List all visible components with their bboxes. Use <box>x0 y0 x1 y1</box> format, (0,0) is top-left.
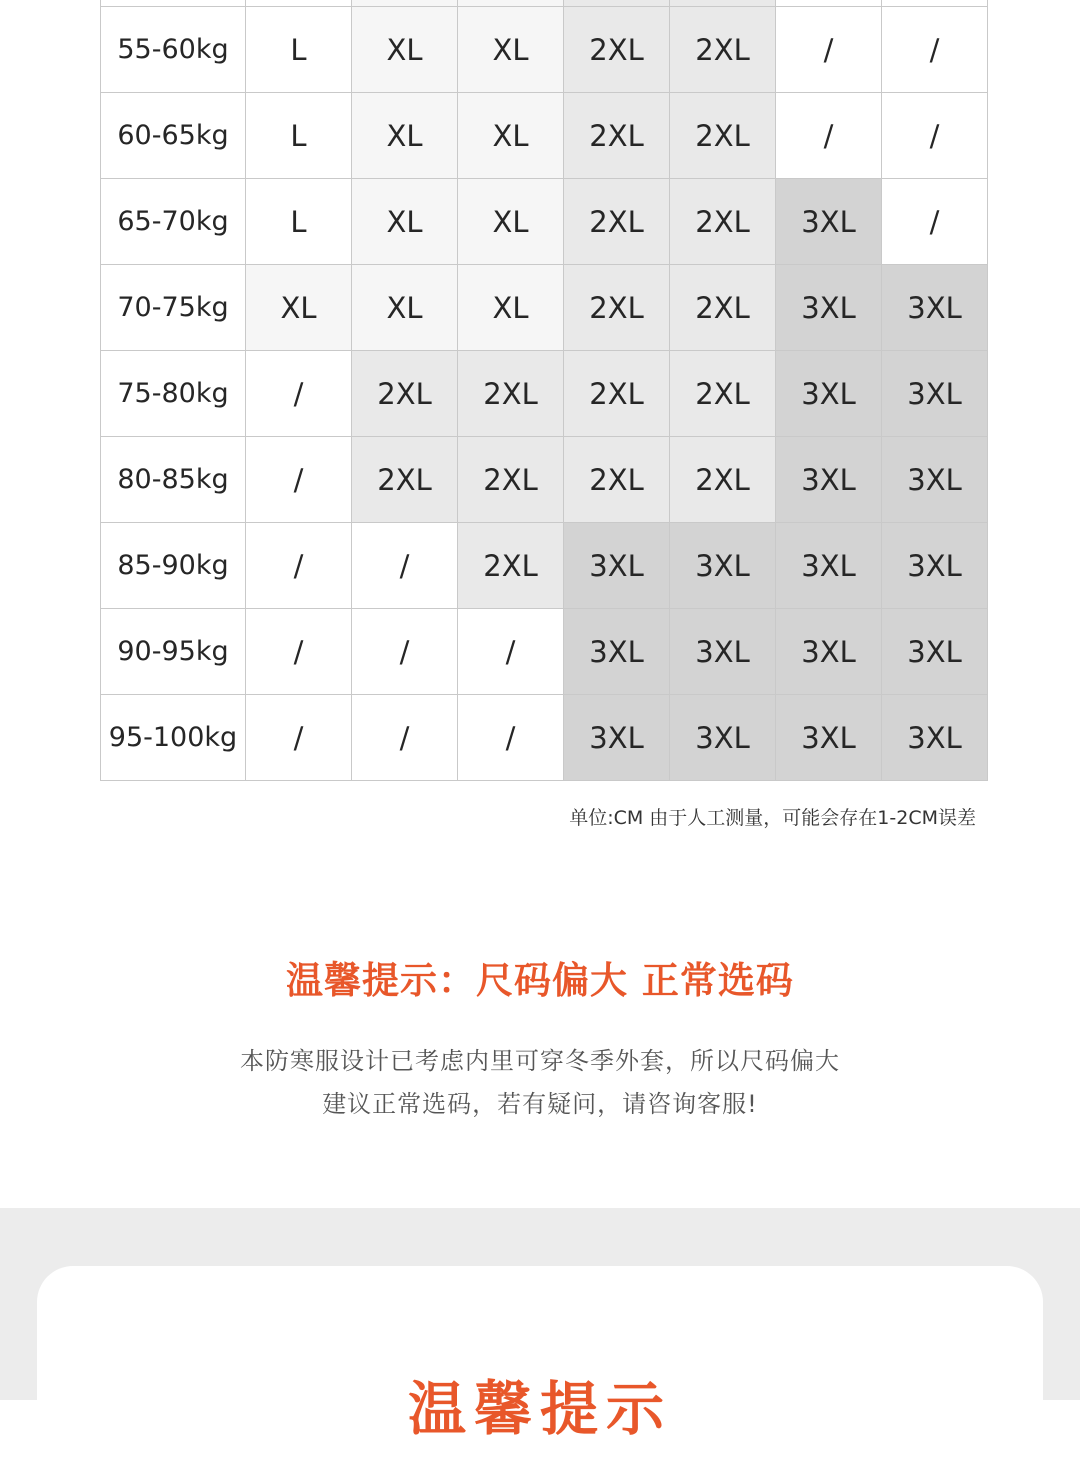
size-cell: XL <box>352 265 458 351</box>
size-cell: 3XL <box>564 523 670 609</box>
table-row <box>101 93 988 179</box>
size-cell: 2XL <box>564 437 670 523</box>
tip-line-1: 本防寒服设计已考虑内里可穿冬季外套，所以尺码偏大 <box>240 1047 840 1075</box>
weight-cell: 95-100kg <box>101 695 246 781</box>
size-cell: 3XL <box>564 609 670 695</box>
size-cell: 3XL <box>776 609 882 695</box>
weight-cell: 90-95kg <box>101 609 246 695</box>
size-cell: 2XL <box>564 351 670 437</box>
size-chart-body <box>101 0 988 781</box>
size-cell: / <box>882 179 988 265</box>
size-cell: XL <box>458 179 564 265</box>
weight-cell: 75-80kg <box>101 351 246 437</box>
size-cell: 3XL <box>776 695 882 781</box>
size-cell: 3XL <box>670 695 776 781</box>
size-cell: / <box>776 93 882 179</box>
size-cell: / <box>352 695 458 781</box>
size-cell: / <box>776 7 882 93</box>
size-cell: 3XL <box>776 179 882 265</box>
table-row <box>101 179 988 265</box>
table-row <box>101 695 988 781</box>
size-cell: 2XL <box>564 7 670 93</box>
size-cell: / <box>458 695 564 781</box>
weight-cell: 70-75kg <box>101 265 246 351</box>
size-cell: 2XL <box>564 93 670 179</box>
weight-cell: 60-65kg <box>101 93 246 179</box>
size-cell: / <box>352 609 458 695</box>
weight-cell: 65-70kg <box>101 179 246 265</box>
size-cell: 2XL <box>352 437 458 523</box>
size-cell: / <box>246 695 352 781</box>
size-chart-table <box>100 0 988 781</box>
size-cell: 2XL <box>564 265 670 351</box>
size-cell: 2XL <box>670 7 776 93</box>
size-cell: 2XL <box>352 351 458 437</box>
size-cell: 2XL <box>670 93 776 179</box>
size-cell: 3XL <box>776 265 882 351</box>
weight-cell: 55-60kg <box>101 7 246 93</box>
size-cell: 2XL <box>458 523 564 609</box>
size-cell: / <box>246 437 352 523</box>
tip-line-2: 建议正常选码，若有疑问，请咨询客服! <box>322 1090 758 1118</box>
size-cell: / <box>246 351 352 437</box>
unit-note: 单位:CM 由于人工测量，可能会存在1-2CM误差 <box>569 807 976 829</box>
size-cell: / <box>246 609 352 695</box>
size-cell: 3XL <box>776 351 882 437</box>
table-row <box>101 437 988 523</box>
size-cell: / <box>246 523 352 609</box>
tip-title: 温馨提示：尺码偏大 正常选码 <box>286 959 794 1002</box>
size-cell: XL <box>458 265 564 351</box>
size-cell: 3XL <box>564 695 670 781</box>
table-row <box>101 523 988 609</box>
size-cell: 2XL <box>670 265 776 351</box>
size-cell: / <box>352 523 458 609</box>
size-cell: 2XL <box>564 179 670 265</box>
size-cell: / <box>882 7 988 93</box>
size-cell: 2XL <box>670 437 776 523</box>
size-cell: XL <box>352 179 458 265</box>
size-cell: 3XL <box>882 265 988 351</box>
size-cell: 3XL <box>882 609 988 695</box>
size-cell: / <box>458 609 564 695</box>
size-cell: L <box>246 179 352 265</box>
size-cell: 2XL <box>670 351 776 437</box>
bottom-card-title: 温馨提示 <box>407 1375 672 1443</box>
table-row <box>101 609 988 695</box>
size-cell: 3XL <box>670 523 776 609</box>
size-cell: XL <box>246 265 352 351</box>
table-row <box>101 7 988 93</box>
size-cell: L <box>246 7 352 93</box>
weight-cell: 85-90kg <box>101 523 246 609</box>
size-cell: XL <box>458 7 564 93</box>
size-cell: 3XL <box>882 523 988 609</box>
size-cell: 3XL <box>882 437 988 523</box>
size-cell: XL <box>352 7 458 93</box>
size-cell: / <box>882 93 988 179</box>
table-row <box>101 351 988 437</box>
size-cell: 2XL <box>458 437 564 523</box>
table-row <box>101 265 988 351</box>
weight-cell: 80-85kg <box>101 437 246 523</box>
size-cell: 3XL <box>776 523 882 609</box>
size-cell: 3XL <box>670 609 776 695</box>
size-cell: 2XL <box>670 179 776 265</box>
size-cell: 2XL <box>458 351 564 437</box>
size-cell: L <box>246 93 352 179</box>
size-cell: XL <box>352 93 458 179</box>
size-cell: 3XL <box>776 437 882 523</box>
size-cell: 3XL <box>882 695 988 781</box>
size-cell: XL <box>458 93 564 179</box>
size-cell: 3XL <box>882 351 988 437</box>
